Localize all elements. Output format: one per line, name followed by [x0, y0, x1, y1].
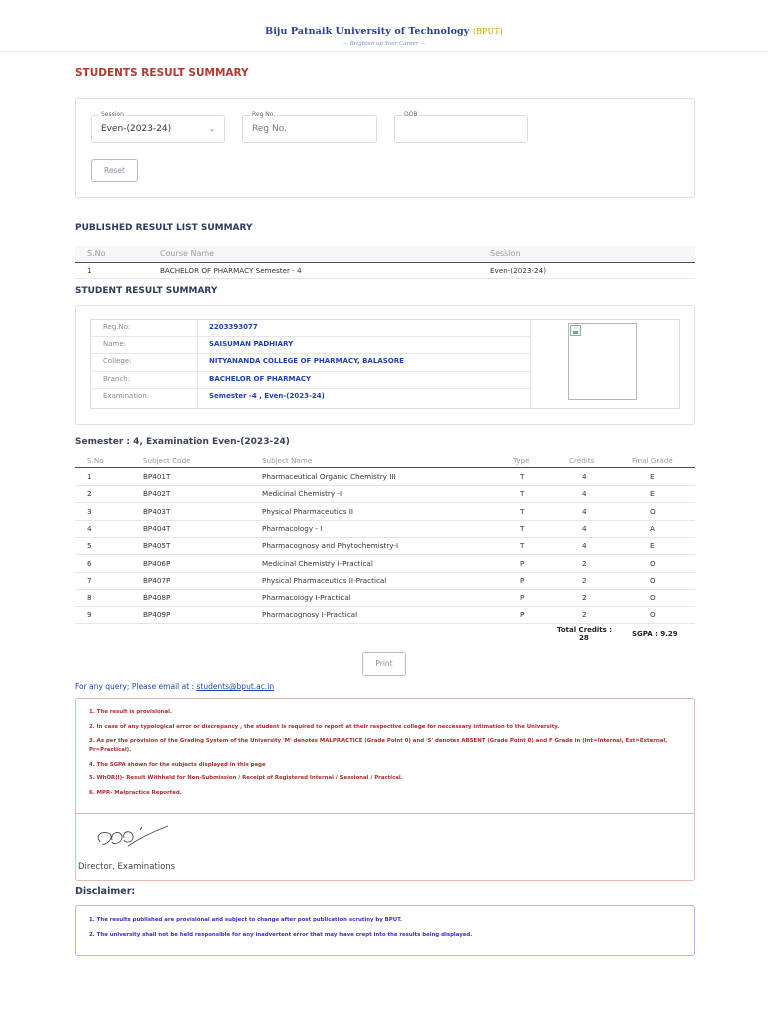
row-sno: 2 [87, 489, 92, 498]
branch-info-value: BACHELOR OF PHARMACY [209, 375, 312, 383]
total-credits-value: 28 [579, 634, 589, 642]
university-name: Biju Patnaik University of Technology [265, 26, 470, 37]
semester-heading: Semester : 4, Examination Even-(2023-24) [75, 437, 290, 447]
signature-image [92, 820, 172, 852]
note-item: 5. WhOR(I)- Result Withheld for Non-Submission / Receipt of Registered Internal / Sessional / Practical. [89, 775, 403, 781]
row-type: T [520, 541, 525, 550]
query-label: For any query; Please email at : [75, 682, 197, 691]
row-subject-name: Medicinal Chemistry -I [262, 489, 343, 498]
info-row [90, 319, 530, 336]
regno-info-value: 2203393077 [209, 323, 258, 331]
row-grade: O [650, 610, 656, 619]
col-subject-name: Subject Name [262, 456, 313, 465]
row-subject-code: BP407P [143, 576, 171, 585]
row-grade: O [650, 576, 656, 585]
reset-button[interactable]: Reset [91, 159, 138, 182]
chevron-down-icon: ⌄ [209, 125, 215, 133]
row-sno: 7 [87, 576, 92, 585]
notes-panel [75, 698, 695, 881]
email-link[interactable]: students@bput.ac.in [196, 682, 275, 691]
info-col-divider [197, 319, 198, 409]
query-text [75, 682, 274, 691]
col-sno: S.No [87, 249, 106, 258]
row-grade: E [650, 472, 655, 481]
published-row-course[interactable]: BACHELOR OF PHARMACY Semester - 4 [160, 266, 302, 275]
row-credits: 4 [582, 541, 587, 550]
university-abbr: (BPUT) [472, 27, 503, 36]
col-credits: Credits [569, 456, 595, 465]
row-credits: 4 [582, 524, 587, 533]
note-item: 2. In case of any typological error or discrepancy , the student is required to report at their respective college for neccessary intimation to the University. [89, 724, 560, 730]
regno-placeholder: Reg No. [252, 124, 287, 134]
row-credits: 4 [582, 472, 587, 481]
search-form-panel [75, 98, 695, 198]
col-sno: S.No [87, 456, 104, 465]
row-sno: 8 [87, 593, 92, 602]
col-subject-code: Subject Code [143, 456, 191, 465]
row-type: P [520, 576, 525, 585]
row-sno: 6 [87, 559, 92, 568]
row-grade: A [650, 524, 655, 533]
disclaimer-panel [75, 905, 695, 956]
exam-info-value: Semester -4 , Even-(2023-24) [209, 392, 325, 400]
university-tagline: — Brighten up Your Career — [342, 41, 426, 47]
row-subject-code: BP401T [143, 472, 171, 481]
row-subject-code: BP402T [143, 489, 171, 498]
row-subject-name: Pharmacology - I [262, 524, 323, 533]
row-subject-name: Physical Pharmaceutics II [262, 507, 354, 516]
row-grade: E [650, 541, 655, 550]
row-type: T [520, 472, 525, 481]
note-item: 3. As per the provision of the Grading System of the University 'M' denotes MALPRACTICE (Grade Point 0) and 'S' denotes ABSENT (Grade Point 0) and F Grade in (Int=Internal, Ext=External, Pr=Practical). [89, 738, 668, 753]
university-logo-text[interactable] [0, 26, 768, 37]
row-credits: 2 [582, 610, 587, 619]
published-list-heading: PUBLISHED RESULT LIST SUMMARY [75, 223, 253, 233]
disclaimer-item: 1. The results published are provisional and subject to change after post publication scrutiny by BPUT. [89, 917, 403, 923]
col-course-name: Course Name [160, 249, 215, 258]
row-type: P [520, 593, 525, 602]
row-subject-name: Medicinal Chemistry I-Practical [262, 559, 373, 568]
sgpa-value: SGPA : 9.29 [632, 630, 678, 638]
row-grade: E [650, 489, 655, 498]
table-row-divider [75, 589, 695, 590]
info-row [90, 336, 530, 353]
col-final-grade: Final Grade [632, 456, 673, 465]
row-sno: 3 [87, 507, 92, 516]
table-row-divider [75, 623, 695, 624]
table-row-divider [75, 606, 695, 607]
row-sno: 1 [87, 472, 92, 481]
table-row-divider [75, 554, 695, 555]
row-subject-code: BP404T [143, 524, 171, 533]
row-subject-code: BP408P [143, 593, 171, 602]
row-subject-code: BP403T [143, 507, 171, 516]
exam-info-label: Examination: [103, 392, 150, 400]
table-row-divider [75, 572, 695, 573]
page-title: STUDENTS RESULT SUMMARY [75, 67, 249, 79]
published-row-session: Even-(2023-24) [490, 266, 547, 275]
row-subject-name: Pharmaceutical Organic Chemistry III [262, 472, 396, 481]
row-subject-name: Physical Pharmaceutics II-Practical [262, 576, 387, 585]
row-subject-code: BP409P [143, 610, 171, 619]
row-divider [75, 278, 695, 279]
row-grade: O [650, 593, 656, 602]
dob-label: DOB [404, 111, 418, 118]
row-subject-code: BP405T [143, 541, 171, 550]
table-row-divider [75, 485, 695, 486]
row-type: T [520, 507, 525, 516]
table-row-divider [75, 502, 695, 503]
row-type: T [520, 489, 525, 498]
row-credits: 4 [582, 489, 587, 498]
col-session: Session [490, 249, 521, 258]
notes-divider [76, 813, 694, 814]
site-header [0, 0, 768, 52]
row-credits: 4 [582, 507, 587, 516]
col-type: Type [513, 456, 530, 465]
name-info-value: SAISUMAN PADHIARY [209, 340, 294, 348]
regno-input[interactable] [242, 111, 377, 143]
student-summary-heading: STUDENT RESULT SUMMARY [75, 286, 218, 296]
regno-label: Reg No. [252, 111, 276, 118]
dob-input[interactable] [394, 111, 528, 143]
note-item: 1. The result is provisional. [89, 709, 173, 715]
row-subject-name: Pharmacognosy I-Practical [262, 610, 358, 619]
row-type: P [520, 559, 525, 568]
row-credits: 2 [582, 593, 587, 602]
branch-info-label: Branch: [103, 375, 131, 383]
table-row-divider [75, 537, 695, 538]
row-sno: 4 [87, 524, 92, 533]
row-type: T [520, 524, 525, 533]
college-info-value: NITYANANDA COLLEGE OF PHARMACY, BALASORE [209, 357, 404, 365]
published-row-sno: 1 [87, 266, 92, 275]
row-type: P [520, 610, 525, 619]
print-button[interactable]: Print [362, 652, 406, 676]
row-sno: 5 [87, 541, 92, 550]
session-value: Even-(2023-24) [101, 124, 172, 134]
session-label: Session [101, 111, 124, 118]
total-credits-label: Total Credits : [557, 626, 613, 634]
note-item: 4. The SGPA shown for the subjects displayed in this page [89, 762, 266, 768]
row-subject-name: Pharmacology I-Practical [262, 593, 351, 602]
note-item: 6. MPR- Malpractice Reported. [89, 790, 182, 796]
regno-info-label: Reg.No: [103, 323, 131, 331]
name-info-label: Name: [103, 340, 127, 348]
table-row-divider [75, 520, 695, 521]
session-select[interactable] [91, 111, 225, 143]
row-sno: 9 [87, 610, 92, 619]
disclaimer-heading: Disclaimer: [75, 886, 136, 897]
row-credits: 2 [582, 559, 587, 568]
row-subject-code: BP406P [143, 559, 171, 568]
disclaimer-item: 2. The university shall not be held responsible for any inadvertent error that may have crept into the results being displayed. [89, 932, 473, 938]
row-grade: O [650, 559, 656, 568]
row-subject-name: Pharmacognosy and Phytochemistry-I [262, 541, 399, 550]
row-grade: O [650, 507, 656, 516]
director-label: Director, Examinations [78, 862, 176, 872]
student-photo [568, 323, 637, 400]
row-credits: 2 [582, 576, 587, 585]
broken-image-icon [570, 325, 581, 336]
college-info-label: College: [103, 357, 132, 365]
info-col-divider [530, 319, 531, 409]
